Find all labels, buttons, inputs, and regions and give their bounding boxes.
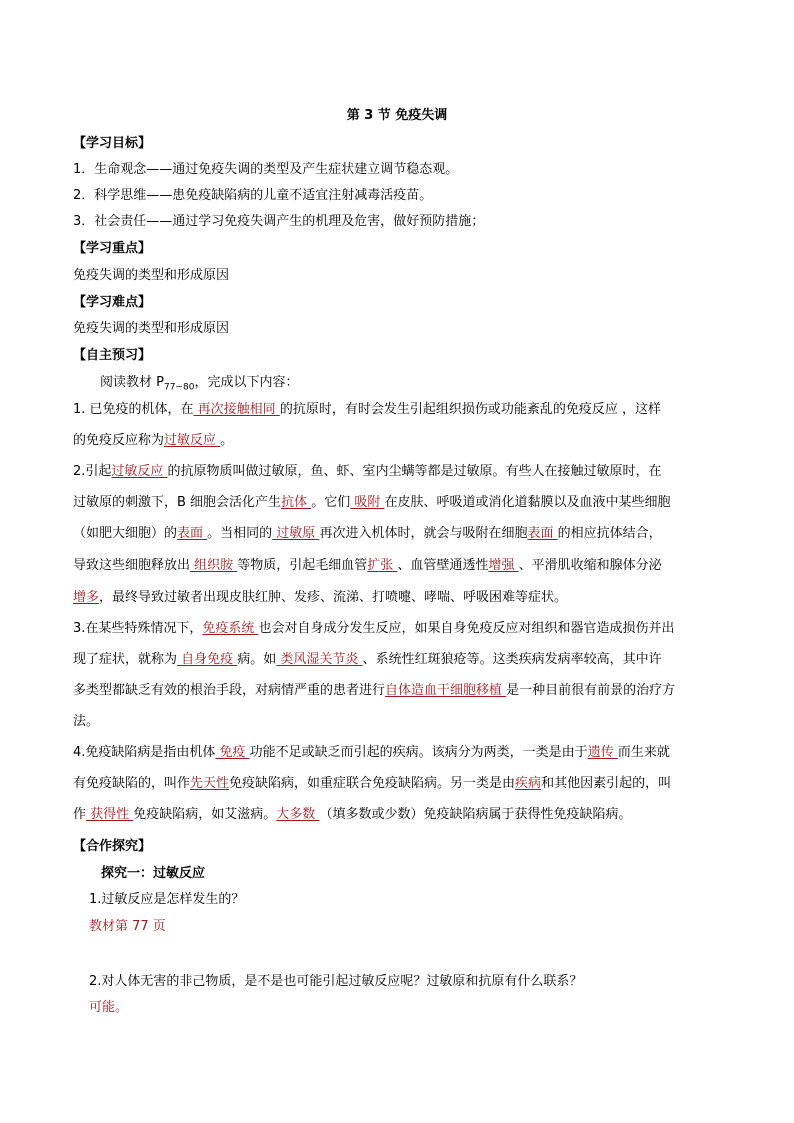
answer-blank: 增多 [73,590,100,605]
answer-blank: 自身免疫 [177,652,238,667]
answer-1: 教材第 77 页 [89,919,166,934]
question-1: 1.过敏反应是怎样发生的？ [89,892,245,907]
answer-blank: 过敏原 [272,526,320,541]
p1-line-1: 1. 已免疫的机体，在 再次接触相同 的抗原时，有时会发生引起组织损伤或功能紊乱的免疫反应 ，这样 [73,402,661,417]
p2-line-1: 2.引起过敏反应 的抗原物质叫做过敏原，鱼、虾、室内尘螨等都是过敏原。有些人在接触过敏原时，在 [73,464,662,479]
answer-blank: 扩张 [367,558,398,573]
answer-blank: 疾病 [515,776,542,791]
answer-blank: 表面 [527,526,558,541]
difficulty-text: 免疫失调的类型和形成原因 [73,321,230,336]
answer-blank: 免疫 [215,745,250,760]
goal-item-2: 2．科学思维——患免疫缺陷病的儿童不适宜注射减毒活疫苗。 [73,188,433,203]
answer-blank: 增强 [488,558,519,573]
question-2: 2.对人体无害的非己物质，是不是也可能引起过敏反应呢？过敏原和抗原有什么联系？ [89,974,583,989]
answer-blank: 表面 [177,526,208,541]
p3-line-3: 多类型都缺乏有效的根治手段，对病情严重的患者进行自体造血干细胞移植 是一种目前很有前景的治疗方 [73,683,676,698]
answer-blank: 抗体 [281,495,312,510]
difficulty-heading: 【学习难点】 [73,295,152,310]
p2-line-3: （如肥大细胞）的表面 。当相同的 过敏原 再次进入机体时，就会与吸附在细胞表面 的相应抗体结合， [73,526,662,541]
p4-line-3: 作 获得性 免疫缺陷病，如艾滋病。大多数 （填多数或少数）免疫缺陷病属于获得性免疫缺陷病。 [73,807,632,822]
explore-heading: 【合作探究】 [73,839,152,854]
answer-blank: 过敏反应 [164,433,221,448]
answer-blank: 免疫系统 [202,621,259,636]
p3-line-4: 法。 [73,714,100,729]
answer-blank: 遗传 [587,745,618,760]
explore-sub-heading: 探究一：过敏反应 [101,866,206,881]
answer-blank: 先天性 [190,776,230,791]
answer-blank: 自体造血干细胞移植 [385,683,507,698]
p4-line-2: 有免疫缺陷的，叫作先天性免疫缺陷病，如重症联合免疫缺陷病。另一类是由疾病和其他因素引起的，叫 [73,776,672,791]
answer-blank: 大多数 [276,807,320,822]
answer-blank: 类风湿关节炎 [276,652,363,667]
p4-line-1: 4.免疫缺陷病是指由机体 免疫 功能不足或缺乏而引起的疾病。该病分为两类，一类是由于遗传 而生来就 [73,745,670,760]
p2-line-5: 增多，最终导致过敏者出现皮肤红肿、发疹、流涕、打喷嚏、哮喘、呼吸困难等症状。 [73,590,568,605]
p3-line-2: 现了症状，就称为 自身免疫 病。如 类风湿关节炎 、系统性红斑狼疮等。这类疾病发病率较高，其中许 [73,652,662,667]
key-text: 免疫失调的类型和形成原因 [73,268,230,283]
page-title: 第 3 节 免疫失调 [346,108,448,123]
answer-blank: 获得性 [86,807,134,822]
answer-blank: 吸附 [350,495,385,510]
goal-item-3: 3．社会责任——通过学习免疫失调产生的机理及危害，做好预防措施； [73,214,485,229]
answer-blank: 再次接触相同 [193,402,280,417]
p2-line-4: 导致这些细胞释放出 组织胺 等物质，引起毛细血管扩张 、血管壁通透性增强 、平滑肌收缩和腺体分泌 [73,558,662,573]
preview-heading: 【自主预习】 [73,348,152,363]
goals-heading: 【学习目标】 [73,136,152,151]
answer-blank: 组织胺 [190,558,238,573]
p1-line-2: 的免疫反应称为过敏反应 。 [73,433,234,448]
key-heading: 【学习重点】 [73,241,152,256]
goal-item-1: 1．生命观念——通过免疫失调的类型及产生症状建立调节稳态观。 [73,162,459,177]
p2-line-2: 过敏原的刺激下，B 细胞会活化产生抗体 。它们 吸附 在皮肤、呼吸道或消化道黏膜以及血液中某些细胞 [73,495,671,510]
answer-2: 可能。 [89,1000,129,1015]
preview-intro: 阅读教材 $P_{77\sim 80}$，完成以下内容： [100,375,299,393]
p3-line-1: 3.在某些特殊情况下，免疫系统 也会对自身成分发生反应，如果自身免疫反应对组织和器官造成损伤并出 [73,621,675,636]
answer-blank: 过敏反应 [111,464,168,479]
